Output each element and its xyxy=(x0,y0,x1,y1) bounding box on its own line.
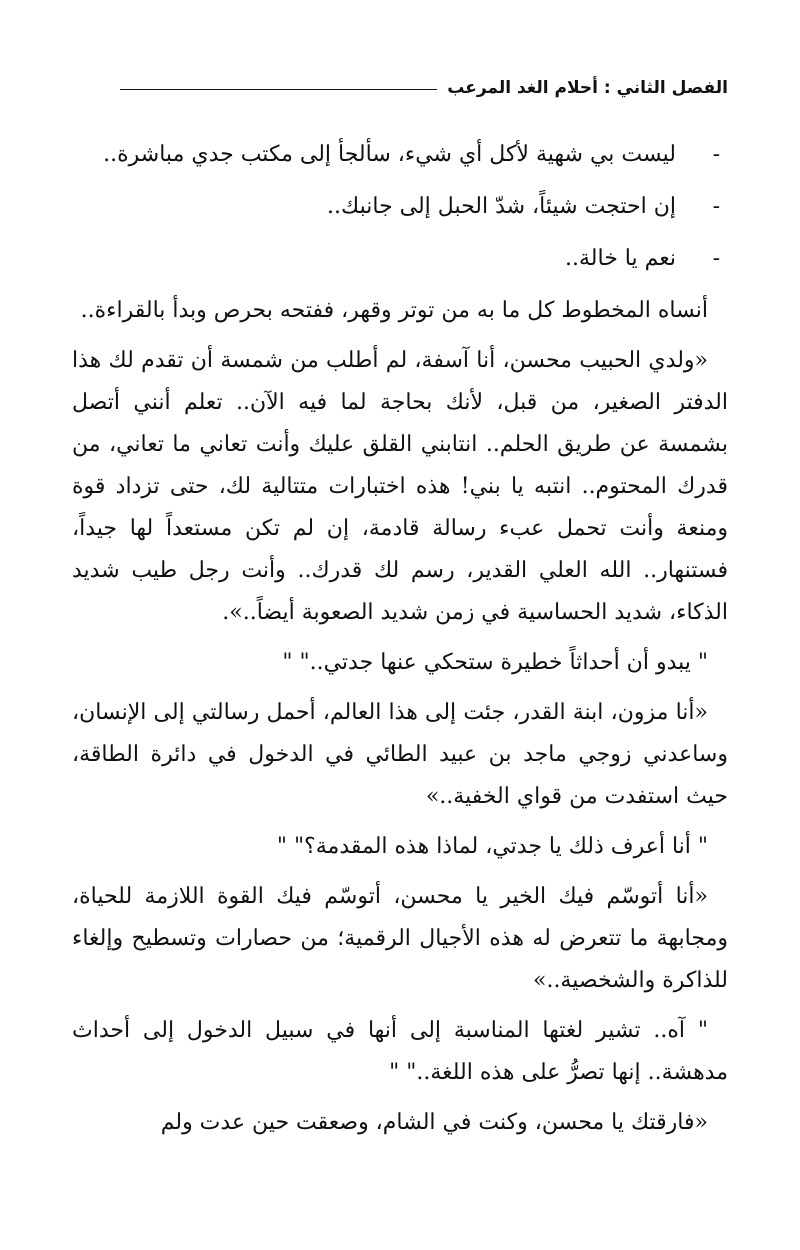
body-text xyxy=(72,134,728,1152)
dialogue-dash: - xyxy=(712,194,720,219)
letter-paragraph: «فارقتك يا محسن، وكنت في الشام، وصعقت حين عدت ولم xyxy=(160,1110,708,1135)
letter-paragraph: «ولدي الحبيب محسن، أنا آسفة، لم أطلب من شمسة أن تقدم لك هذا الدفتر الصغير، من قبل، لأنك بحاجة لما فيه الآن.. تعلم أنني أتصل بشمسة عن طريق الحلم.. انتابني القلق عليك وأنت تعاني ما تعاني، من قدرك المحتوم.. انتبه يا بني! هذه اختبارات متتالية لك، حتى تزداد قوة ومنعة وأنت تحمل عبء رسالة قادمة، إن لم تكن مستعداً لها جيداً، فستنهار.. الله العلي القدير، رسم لك قدرك.. وأنت رجل طيب شديد الذكاء، شديد الحساسية في زمن شديد الصعوبة أيضاً..». xyxy=(72,348,728,625)
inner-thought: " أنا أعرف ذلك يا جدتي، لماذا هذه المقدمة؟" " xyxy=(276,834,708,859)
dialogue-line xyxy=(72,238,728,280)
dialogue-dash: - xyxy=(712,142,720,167)
dialogue-text: إن احتجت شيئاً، شدّ الحبل إلى جانبك.. xyxy=(327,194,676,219)
dialogue-text: ليست بي شهية لأكل أي شيء، سألجأ إلى مكتب جدي مباشرة.. xyxy=(103,142,676,167)
chapter-title: الفصل الثاني : أحلام الغد المرعب xyxy=(447,78,728,98)
narration-paragraph: أنساه المخطوط كل ما به من توتر وقهر، ففتحه بحرص وبدأ بالقراءة.. xyxy=(80,298,708,323)
dialogue-line xyxy=(72,186,728,228)
running-header xyxy=(120,78,728,98)
inner-thought: " آه.. تشير لغتها المناسبة إلى أنها في سبيل الدخول إلى أحداث مدهشة.. إنها تصرُّ على هذه اللغة.." " xyxy=(72,1018,728,1085)
dialogue-line xyxy=(72,134,728,176)
letter-paragraph: «أنا أتوسّم فيك الخير يا محسن، أتوسّم فيك القوة اللازمة للحياة، ومجابهة ما تتعرض له هذه الأجيال الرقمية؛ من حصارات وتسطيح وإلغاء للذاكرة والشخصية..» xyxy=(72,884,728,993)
inner-thought: " يبدو أن أحداثاً خطيرة ستحكي عنها جدتي.." " xyxy=(282,650,708,675)
dialogue-text: نعم يا خالة.. xyxy=(565,246,676,271)
letter-paragraph: «أنا مزون، ابنة القدر، جئت إلى هذا العالم، أحمل رسالتي إلى الإنسان، وساعدني زوجي ماجد بن عبيد الطائي في الدخول في دائرة الطاقة، حيث استفدت من قواي الخفية..» xyxy=(72,700,728,809)
header-rule xyxy=(120,89,437,90)
dialogue-dash: - xyxy=(712,246,720,271)
